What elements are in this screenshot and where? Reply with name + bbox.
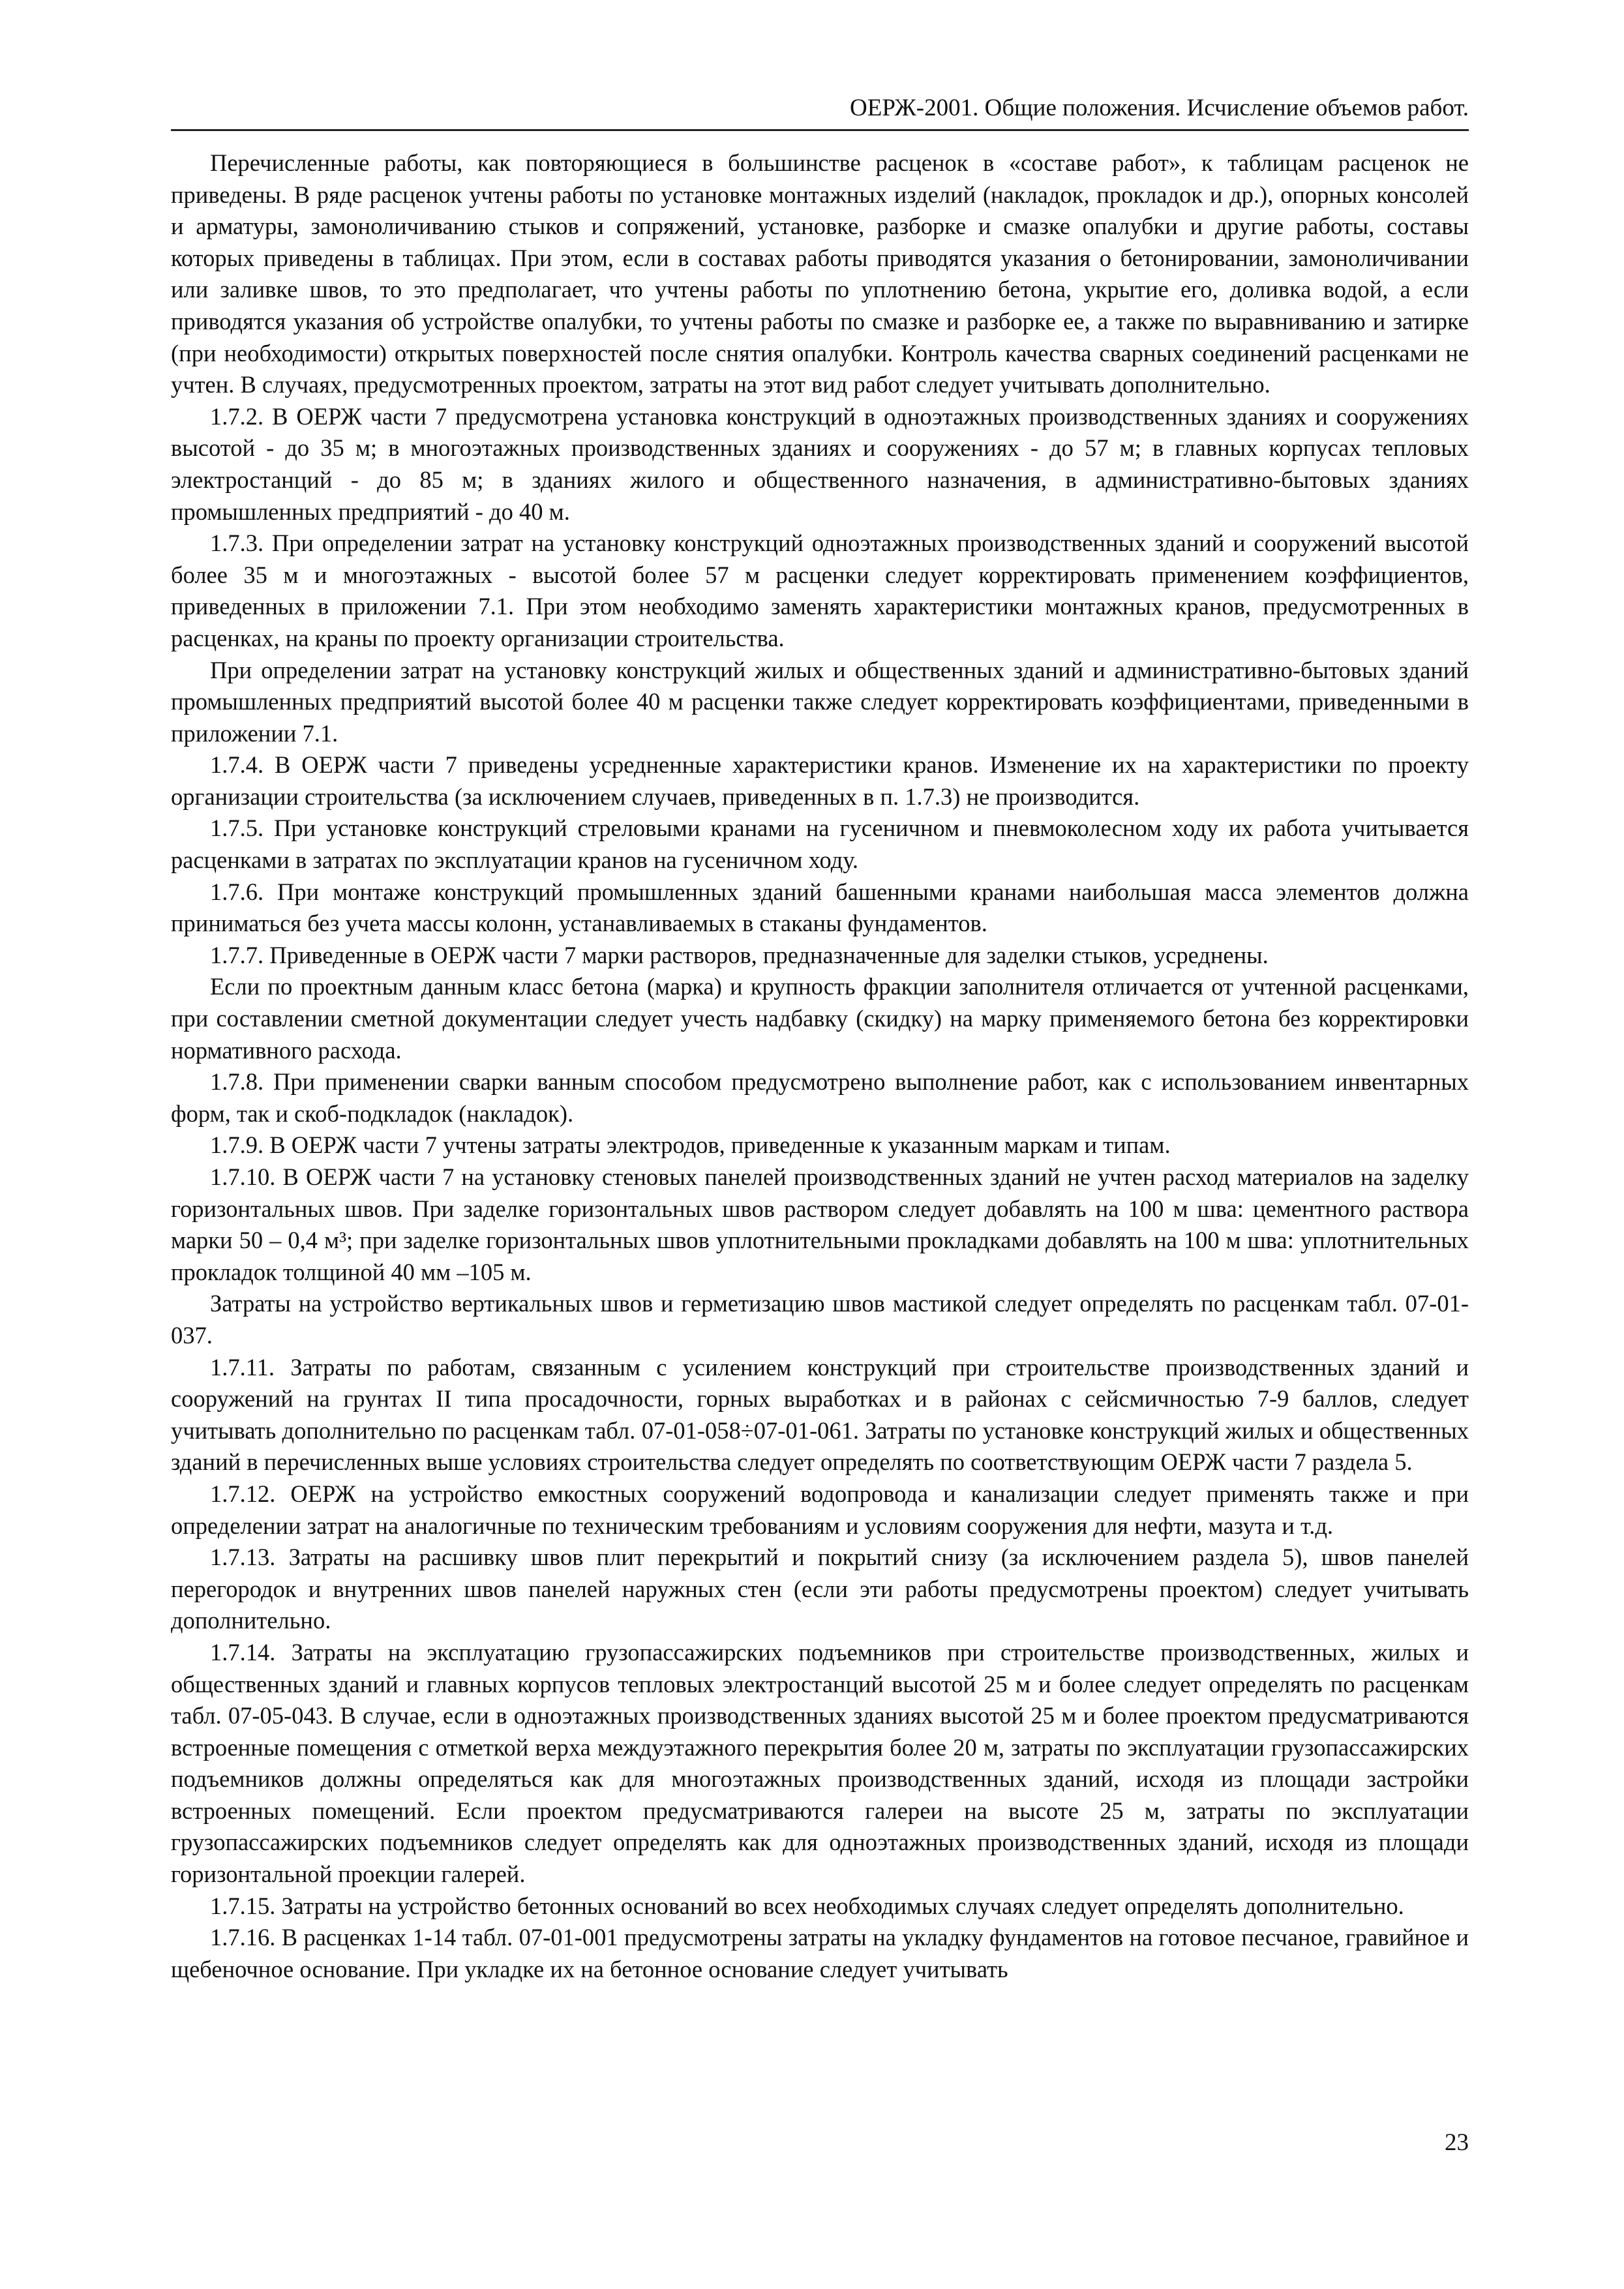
paragraph-1-7-15: 1.7.15. Затраты на устройство бетонных оснований во всех необходимых случаях следует определять дополнительно. <box>210 1892 1404 1919</box>
paragraph-1-7-13: 1.7.13. Затраты на расшивку швов плит перекрытий и покрытий снизу (за исключением раздела 5), швов панелей перегородок и внутренних швов панелей наружных стен (если эти работы предусмотрены проектом) следует учитывать дополнительно. <box>171 1544 1469 1634</box>
paragraph: При определении затрат на установку конструкций жилых и общественных зданий и административно-бытовых зданий промышленных предприятий высотой более 40 м расценки также следует корректировать коэффициентами, приведенными в приложении 7.1. <box>171 656 1469 747</box>
body-text <box>171 147 1469 1985</box>
paragraph-1-7-6: 1.7.6. При монтаже конструкций промышленных зданий башенными кранами наибольшая масса элементов должна приниматься без учета массы колонн, устанавливаемых в стаканы фундаментов. <box>171 878 1469 937</box>
paragraph-1-7-12: 1.7.12. ОЕРЖ на устройство емкостных сооружений водопровода и канализации следует применять также и при определении затрат на аналогичные по техническим требованиям и условиям сооружения для нефти, мазута и т.д. <box>171 1480 1469 1539</box>
paragraph-1-7-11: 1.7.11. Затраты по работам, связанным с усилением конструкций при строительстве производственных зданий и сооружений на грунтах II типа просадочности, горных выработках и в районах с сейсмичностью 7-9 баллов, следует учитывать дополнительно по расценкам табл. 07-01-058÷07-01-061. Затраты по установке конструкций жилых и общественных зданий в перечисленных выше условиях строительства следует определять по соответствующим ОЕРЖ части 7 раздела 5. <box>171 1353 1469 1476</box>
paragraph: Затраты на устройство вертикальных швов и герметизацию швов мастикой следует определять по расценкам табл. 07-01-037. <box>171 1290 1469 1349</box>
paragraph-1-7-3: 1.7.3. При определении затрат на установку конструкций одноэтажных производственных зданий и сооружений высотой более 35 м и многоэтажных - высотой более 57 м расценки следует корректировать применением коэффициентов, приведенных в приложении 7.1. При этом необходимо заменять характеристики монтажных кранов, предусмотренных в расценках, на краны по проекту организации строительства. <box>171 530 1469 651</box>
paragraph-1-7-9: 1.7.9. В ОЕРЖ части 7 учтены затраты электродов, приведенные к указанным маркам и типам. <box>210 1131 1171 1159</box>
running-header: ОЕРЖ-2001. Общие положения. Исчисление объемов работ. <box>850 95 1469 121</box>
header-rule <box>171 129 1469 131</box>
paragraph-1-7-5: 1.7.5. При установке конструкций стреловыми кранами на гусеничном и пневмоколесном ходу их работа учитывается расценками в затратах по эксплуатации кранов на гусеничном ходу. <box>171 815 1469 874</box>
paragraph-1-7-16: 1.7.16. В расценках 1-14 табл. 07-01-001 предусмотрены затраты на укладку фундаментов на готовое песчаное, гравийное и щебеночное основание. При укладке их на бетонное основание следует учитывать <box>171 1924 1469 1982</box>
paragraph-1-7-10: 1.7.10. В ОЕРЖ части 7 на установку стеновых панелей производственных зданий не учтен расход материалов на заделку горизонтальных швов. При заделке горизонтальных швов раствором следует добавлять на 100 м шва: цементного раствора марки 50 – 0,4 м³; при заделке горизонтальных швов уплотнительными прокладками добавлять на 100 м шва: уплотнительных прокладок толщиной 40 мм –105 м. <box>171 1163 1469 1285</box>
paragraph: Если по проектным данным класс бетона (марка) и крупность фракции заполнителя отличается от учтенной расценками, при составлении сметной документации следует учесть надбавку (скидку) на марку применяемого бетона без корректировки нормативного расхода. <box>171 973 1469 1064</box>
paragraph: Перечисленные работы, как повторяющиеся в большинстве расценок в «составе работ», к таблицам расценок не приведены. В ряде расценок учтены работы по установке монтажных изделий (накладок, прокладок и др.), опорных консолей и арматуры, замоноличиванию стыков и сопряжений, установке, разборке и смазке опалубки и другие работы, составы которых приведены в таблицах. При этом, если в составах работы приводятся указания о бетонировании, замоноличивании или заливке швов, то это предполагает, что учтены работы по уплотнению бетона, укрытие его, доливка водой, а если приводятся указания об устройстве опалубки, то учтены работы по смазке и разборке ее, а также по выравниванию и затирке (при необходимости) открытых поверхностей после снятия опалубки. Контроль качества сварных соединений расценками не учтен. В случаях, предусмотренных проектом, затраты на этот вид работ следует учитывать дополнительно. <box>171 149 1469 398</box>
paragraph-1-7-7: 1.7.7. Приведенные в ОЕРЖ части 7 марки растворов, предназначенные для заделки стыков, усреднены. <box>210 941 1269 968</box>
paragraph-1-7-2: 1.7.2. В ОЕРЖ части 7 предусмотрена установка конструкций в одноэтажных производственных зданиях и сооружениях высотой - до 35 м; в многоэтажных производственных зданиях и сооружениях - до 57 м; в главных корпусах тепловых электростанций - до 85 м; в зданиях жилого и общественного назначения, в административно-бытовых зданиях промышленных предприятий - до 40 м. <box>171 402 1469 525</box>
paragraph-1-7-4: 1.7.4. В ОЕРЖ части 7 приведены усредненные характеристики кранов. Изменение их на характеристики по проекту организации строительства (за исключением случаев, приведенных в п. 1.7.3) не производится. <box>171 751 1469 810</box>
paragraph-1-7-14: 1.7.14. Затраты на эксплуатацию грузопассажирских подъемников при строительстве производственных, жилых и общественных зданий и главных корпусов тепловых электростанций высотой 25 м и более следует определять по расценкам табл. 07-05-043. В случае, если в одноэтажных производственных зданиях высотой 25 м и более проектом предусматриваются встроенные помещения с отметкой верха междуэтажного перекрытия более 20 м, затраты по эксплуатации грузопассажирских подъемников должны определяться как для многоэтажных производственных зданий, исходя из площади застройки встроенных помещений. Если проектом предусматриваются галереи на высоте 25 м, затраты по эксплуатации грузопассажирских подъемников следует определять как для одноэтажных производственных зданий, исходя из площади горизонтальной проекции галерей. <box>171 1638 1469 1888</box>
paragraph-1-7-8: 1.7.8. При применении сварки ванным способом предусмотрено выполнение работ, как с использованием инвентарных форм, так и скоб-подкладок (накладок). <box>171 1068 1469 1127</box>
page-number: 23 <box>1445 2129 1469 2156</box>
